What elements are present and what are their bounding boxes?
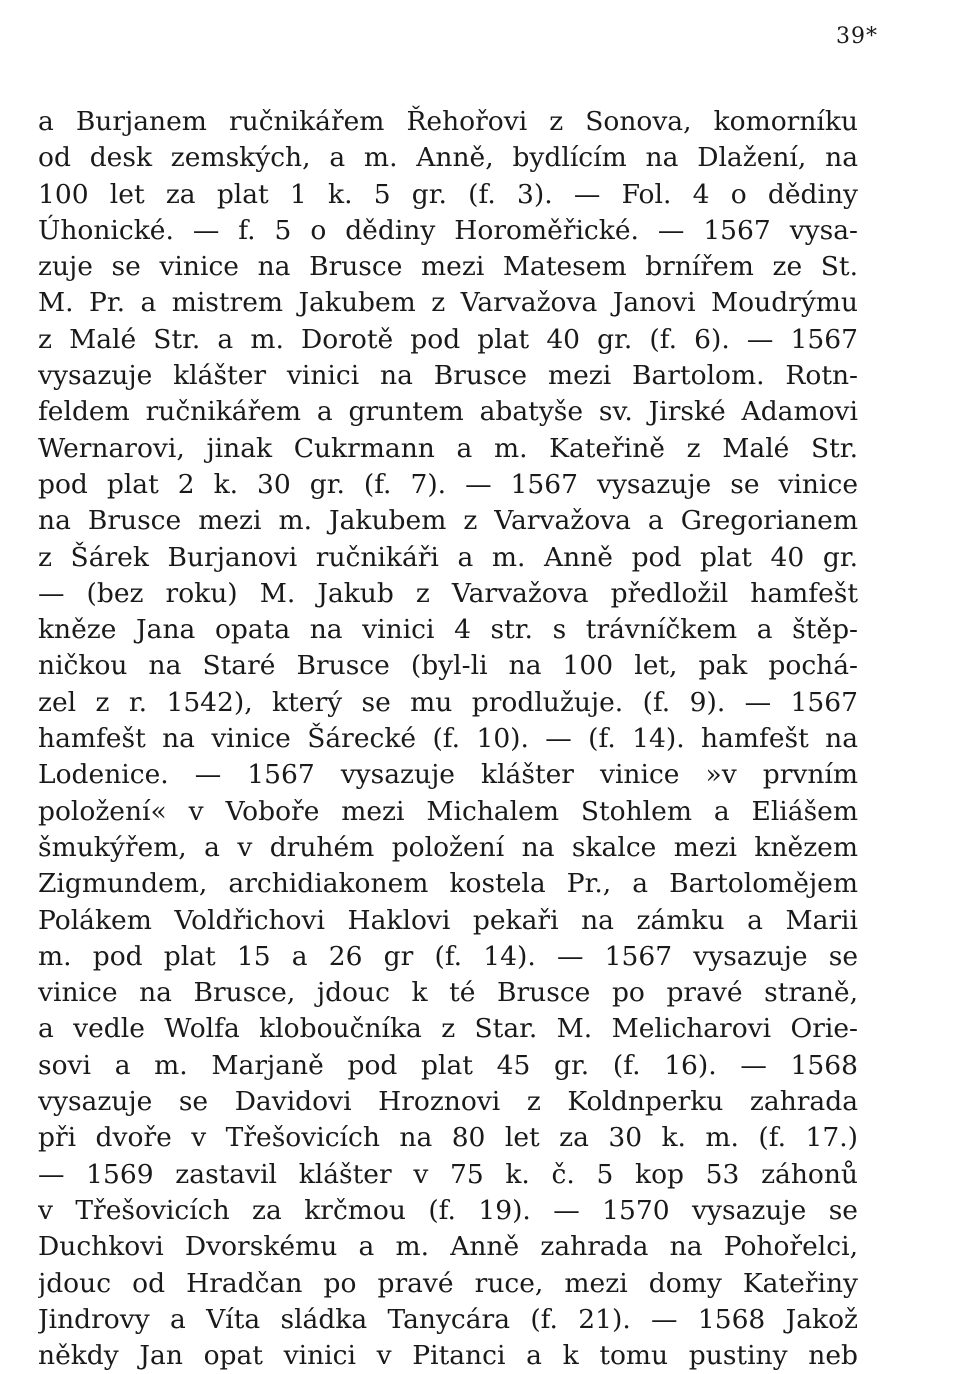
text-line: Jindrovy a Víta sládka Tanycára (f. 21). — 1568 Jakož: [38, 1303, 858, 1335]
text-line: někdy Jan opat vinici v Pitanci a k tomu pustiny neb: [38, 1340, 858, 1372]
text-line: a Burjanem ručnikářem Řehořovi z Sonova, komorníku: [38, 106, 858, 137]
text-line: Wernarovi, jinak Cukrmann a m. Kateřině z Malé Str.: [38, 432, 858, 464]
text-line: položení« v Voboře mezi Michalem Stohlem a Eliášem: [38, 795, 858, 827]
page-number: 39*: [836, 24, 878, 49]
text-line: Duchkovi Dvorskému a m. Anně zahrada na Pohořelci,: [38, 1231, 858, 1263]
text-line: Úhonické. — f. 5 o dědiny Horoměřické. — 1567 vysa-: [38, 214, 858, 246]
text-line: feldem ručnikářem a gruntem abatyše sv. Jirské Adamovi: [38, 396, 858, 428]
text-line: — (bez roku) M. Jakub z Varvažova předložil hamfešt: [38, 577, 858, 609]
text-line: Zigmundem, archidiakonem kostela Pr., a Bartolomějem: [38, 868, 858, 900]
text-line: od desk zemských, a m. Anně, bydlícím na Dlažení, na: [38, 142, 858, 174]
text-line: zuje se vinice na Brusce mezi Matesem brnířem ze St.: [38, 251, 858, 283]
text-line: na Brusce mezi m. Jakubem z Varvažova a Gregorianem: [38, 505, 858, 537]
text-line: šmukýřem, a v druhém položení na skalce mezi knězem: [38, 831, 858, 863]
text-line: Lodenice. — 1567 vysazuje klášter vinice »v prvním: [38, 759, 858, 791]
text-line: vysazuje se Davidovi Hroznovi z Koldnperku zahrada: [38, 1086, 858, 1118]
body-text: [38, 104, 858, 1374]
text-line: vinice na Brusce, jdouc k té Brusce po pravé straně,: [38, 977, 858, 1009]
text-line: vysazuje klášter vinici na Brusce mezi Bartolom. Rotn-: [38, 360, 858, 392]
text-line: hamfešt na vinice Šárecké (f. 10). — (f. 14). hamfešt na: [38, 723, 858, 755]
text-line: ničkou na Staré Brusce (byl-li na 100 let, pak pochá-: [38, 650, 858, 682]
text-line: Polákem Voldřichovi Haklovi pekaři na zámku a Marii: [38, 904, 858, 936]
text-line: pod plat 2 k. 30 gr. (f. 7). — 1567 vysazuje se vinice: [38, 468, 858, 500]
text-line: v Třešovicích za krčmou (f. 19). — 1570 vysazuje se: [38, 1194, 858, 1226]
text-line: jdouc od Hradčan po pravé ruce, mezi domy Kateřiny: [38, 1267, 858, 1299]
text-line: kněze Jana opata na vinici 4 str. s trávníčkem a štěp-: [38, 614, 858, 646]
text-line: M. Pr. a mistrem Jakubem z Varvažova Janovi Moudrýmu: [38, 287, 858, 319]
text-line: a vedle Wolfa kloboučníka z Star. M. Melicharovi Orie-: [38, 1013, 858, 1045]
text-line: při dvoře v Třešovicích na 80 let za 30 k. m. (f. 17.): [38, 1122, 858, 1154]
text-line: sovi a m. Marjaně pod plat 45 gr. (f. 16). — 1568: [38, 1049, 858, 1081]
text-line: z Šárek Burjanovi ručnikáři a m. Anně pod plat 40 gr.: [38, 541, 858, 573]
text-line: 100 let za plat 1 k. 5 gr. (f. 3). — Fol. 4 o dědiny: [38, 178, 858, 210]
text-line: m. pod plat 15 a 26 gr (f. 14). — 1567 vysazuje se: [38, 940, 858, 972]
text-line: zel z r. 1542), který se mu prodlužuje. (f. 9). — 1567: [38, 686, 858, 718]
text-line: z Malé Str. a m. Dorotě pod plat 40 gr. (f. 6). — 1567: [38, 323, 858, 355]
text-line: — 1569 zastavil klášter v 75 k. č. 5 kop 53 záhonů: [38, 1158, 858, 1190]
